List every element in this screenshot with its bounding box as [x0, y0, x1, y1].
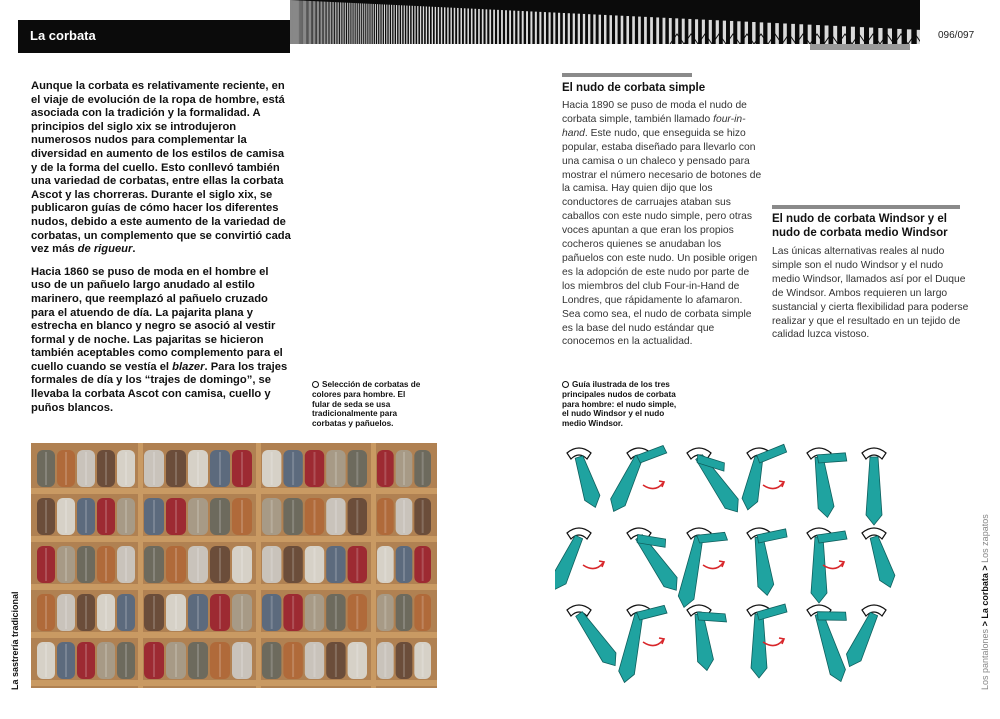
- diagram-caption: Guía ilustrada de los tres principales nudos de corbata para hombre: el nudo simple, el nudo Windsor y el nudo medio Windsor.: [562, 380, 677, 429]
- breadcrumb-separator: >: [980, 621, 990, 627]
- header-bar: [18, 20, 290, 53]
- simple-knot-text: Hacia 1890 se puso de moda el nudo de corbata simple, también llamado four-in-hand. Este nudo, que enseguida se hizo popular, estaba diseñado para llevarlo con una camisa o un chaleco y pensado para mostrar el número necesario de botones de la camisa. Hay quien dijo que los conductores de carruajes ataban sus caballos con este nudo simple, pero otras voces apuntan a que eran los propios cocheros quienes se anudaban los pañuelos con este nudo. Un posible origen es la adopción de este nudo por parte de los miembros del club Four-in-Hand de Londres, que rápidamente lo afamaron. Sea como sea, el nudo de corbata simple es la base del nudo estándar que conocemos en la actualidad.: [562, 100, 762, 348]
- section-spine-label: La sastrería tradicional: [10, 591, 20, 690]
- knot-guide-illustration: [555, 430, 905, 692]
- chapter-breadcrumb: [980, 514, 990, 690]
- intro-paragraph-2: Hacia 1860 se puso de moda en el hombre el uso de un pañuelo largo anudado al estilo marinero, que reemplazó al pañuelo cruzado para el atuendo de día. La pajarita plana y estrecha en blanco y negro se asoció al vestir formal y de noche. Las pajaritas se hicieron también aceptables como complemento para el cuello cuando se vestía el blazer. Para los trajes formales de día y los “trajes de domingo”, se llevaba la corbata Ascot con camisa, cuello y puños blancos.: [31, 265, 288, 414]
- breadcrumb-current: La corbata: [980, 573, 990, 619]
- page-number: 096/097: [938, 30, 975, 41]
- breadcrumb-separator: >: [980, 565, 990, 571]
- windsor-knot-text: Las únicas alternativas reales al nudo simple son el nudo Windsor y el nudo medio Windsor, llamados así por el Duque de Windsor. Ambos requieren un largo sustancial y cierta flexibilidad para poderse realizar y que el resultado en un tejido de calidad luzca vistoso.: [772, 246, 969, 341]
- tie-shelf-photo: [31, 443, 437, 688]
- intro-text: [31, 80, 291, 424]
- simple-knot-title: El nudo de corbata simple: [562, 82, 706, 94]
- intro-paragraph-1: Aunque la corbata es relativamente reciente, en el viaje de evolución de la ropa de hombre, está asociada con la tradición y la formalidad. A principios del siglo xix se introdujeron numerosos nudos para complementar la diversidad en aumento de los estilos de camisa y de la forma del cuello. Esto conllevó también una variedad de corbatas, entre ellas la corbata Ascot y las chorreras. Durante el siglo xix, se publicaron guías de cómo hacer los diferentes nudos, debido a este aumento de la variedad de corbatas, un complemento que se convirtió cada vez más de rigueur.: [31, 80, 291, 256]
- windsor-knot-title: El nudo de corbata Windsor y el nudo de corbata medio Windsor: [772, 213, 948, 239]
- header-decoration: [290, 0, 920, 53]
- breadcrumb-next: Los zapatos: [980, 514, 990, 563]
- circle-bullet-icon: [562, 381, 569, 388]
- photo-caption: Selección de corbatas de colores para hombre. El fular de seda se usa tradicionalmente para corbatas y pañuelos.: [312, 380, 421, 429]
- section-rule: [772, 205, 960, 209]
- chapter-title: La corbata: [30, 28, 96, 43]
- section-rule: [562, 73, 692, 77]
- breadcrumb-prev: Los pantalones: [980, 628, 990, 690]
- circle-bullet-icon: [312, 381, 319, 388]
